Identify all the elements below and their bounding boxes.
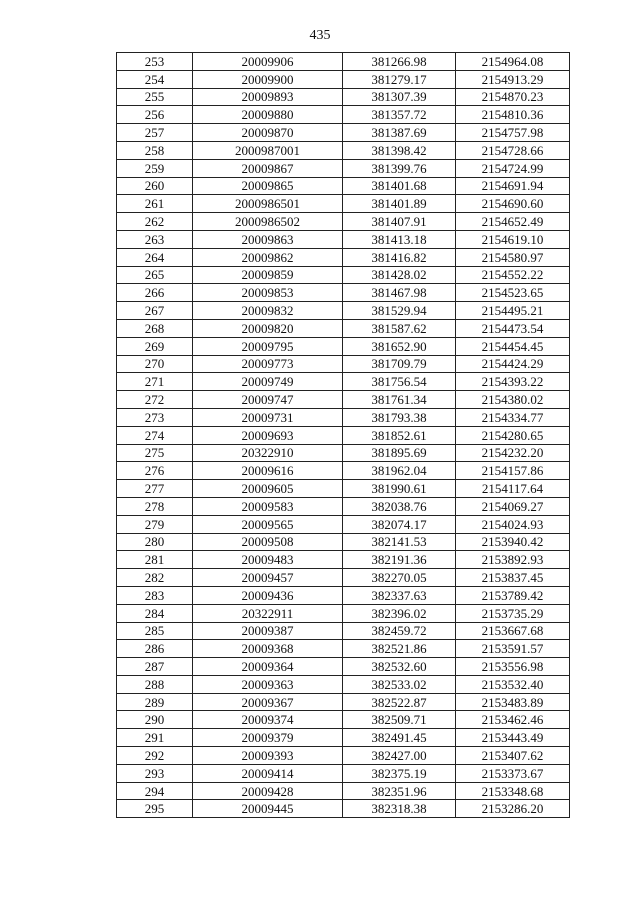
row-index-cell: 264: [117, 248, 193, 266]
x-coordinate-cell: 381962.04: [343, 462, 456, 480]
coordinates-table: [116, 52, 570, 818]
point-id-cell: 20009906: [193, 53, 343, 71]
table-row: [117, 480, 570, 498]
y-coordinate-cell: 2154157.86: [456, 462, 570, 480]
y-coordinate-cell: 2154913.29: [456, 70, 570, 88]
row-index-cell: 255: [117, 88, 193, 106]
point-id-cell: 20009870: [193, 124, 343, 142]
row-index-cell: 265: [117, 266, 193, 284]
x-coordinate-cell: 381407.91: [343, 213, 456, 231]
table-row: [117, 373, 570, 391]
table-row: [117, 622, 570, 640]
y-coordinate-cell: 2153373.67: [456, 764, 570, 782]
table-row: [117, 764, 570, 782]
table-row: [117, 195, 570, 213]
row-index-cell: 267: [117, 302, 193, 320]
table-row: [117, 533, 570, 551]
y-coordinate-cell: 2154393.22: [456, 373, 570, 391]
table-row: [117, 604, 570, 622]
table-row: [117, 159, 570, 177]
y-coordinate-cell: 2154580.97: [456, 248, 570, 266]
x-coordinate-cell: 382141.53: [343, 533, 456, 551]
row-index-cell: 258: [117, 141, 193, 159]
point-id-cell: 20009605: [193, 480, 343, 498]
row-index-cell: 270: [117, 355, 193, 373]
table-row: [117, 177, 570, 195]
y-coordinate-cell: 2154495.21: [456, 302, 570, 320]
x-coordinate-cell: 382427.00: [343, 747, 456, 765]
row-index-cell: 282: [117, 569, 193, 587]
y-coordinate-cell: 2154380.02: [456, 391, 570, 409]
table-row: [117, 729, 570, 747]
row-index-cell: 281: [117, 551, 193, 569]
point-id-cell: 20009749: [193, 373, 343, 391]
row-index-cell: 254: [117, 70, 193, 88]
row-index-cell: 257: [117, 124, 193, 142]
table-row: [117, 675, 570, 693]
point-id-cell: 20009445: [193, 800, 343, 818]
y-coordinate-cell: 2153483.89: [456, 693, 570, 711]
row-index-cell: 262: [117, 213, 193, 231]
x-coordinate-cell: 382318.38: [343, 800, 456, 818]
x-coordinate-cell: 381401.68: [343, 177, 456, 195]
x-coordinate-cell: 382459.72: [343, 622, 456, 640]
table-row: [117, 800, 570, 818]
point-id-cell: 20009565: [193, 515, 343, 533]
point-id-cell: 20009859: [193, 266, 343, 284]
x-coordinate-cell: 382351.96: [343, 782, 456, 800]
y-coordinate-cell: 2154473.54: [456, 319, 570, 337]
x-coordinate-cell: 381399.76: [343, 159, 456, 177]
row-index-cell: 279: [117, 515, 193, 533]
table-row: [117, 319, 570, 337]
y-coordinate-cell: 2153407.62: [456, 747, 570, 765]
table-row: [117, 462, 570, 480]
point-id-cell: 20009731: [193, 408, 343, 426]
table-row: [117, 747, 570, 765]
table-row: [117, 88, 570, 106]
row-index-cell: 287: [117, 658, 193, 676]
point-id-cell: 20009379: [193, 729, 343, 747]
row-index-cell: 253: [117, 53, 193, 71]
row-index-cell: 272: [117, 391, 193, 409]
point-id-cell: 20009862: [193, 248, 343, 266]
table-row: [117, 640, 570, 658]
x-coordinate-cell: 381709.79: [343, 355, 456, 373]
table-row: [117, 497, 570, 515]
x-coordinate-cell: 381398.42: [343, 141, 456, 159]
table-row: [117, 426, 570, 444]
y-coordinate-cell: 2153837.45: [456, 569, 570, 587]
x-coordinate-cell: 382533.02: [343, 675, 456, 693]
row-index-cell: 295: [117, 800, 193, 818]
point-id-cell: 20009616: [193, 462, 343, 480]
point-id-cell: 20009832: [193, 302, 343, 320]
point-id-cell: 20322911: [193, 604, 343, 622]
x-coordinate-cell: 381357.72: [343, 106, 456, 124]
point-id-cell: 20009773: [193, 355, 343, 373]
table-row: [117, 230, 570, 248]
point-id-cell: 2000986501: [193, 195, 343, 213]
x-coordinate-cell: 382509.71: [343, 711, 456, 729]
row-index-cell: 259: [117, 159, 193, 177]
table-row: [117, 408, 570, 426]
row-index-cell: 273: [117, 408, 193, 426]
point-id-cell: 20009747: [193, 391, 343, 409]
x-coordinate-cell: 382074.17: [343, 515, 456, 533]
row-index-cell: 289: [117, 693, 193, 711]
x-coordinate-cell: 381467.98: [343, 284, 456, 302]
row-index-cell: 275: [117, 444, 193, 462]
x-coordinate-cell: 381279.17: [343, 70, 456, 88]
x-coordinate-cell: 381416.82: [343, 248, 456, 266]
row-index-cell: 285: [117, 622, 193, 640]
row-index-cell: 293: [117, 764, 193, 782]
point-id-cell: 20009363: [193, 675, 343, 693]
x-coordinate-cell: 381756.54: [343, 373, 456, 391]
point-id-cell: 20009483: [193, 551, 343, 569]
x-coordinate-cell: 382522.87: [343, 693, 456, 711]
table-row: [117, 248, 570, 266]
x-coordinate-cell: 381413.18: [343, 230, 456, 248]
y-coordinate-cell: 2153789.42: [456, 586, 570, 604]
point-id-cell: 20009457: [193, 569, 343, 587]
table-row: [117, 284, 570, 302]
point-id-cell: 20009387: [193, 622, 343, 640]
point-id-cell: 20009795: [193, 337, 343, 355]
y-coordinate-cell: 2153286.20: [456, 800, 570, 818]
row-index-cell: 263: [117, 230, 193, 248]
point-id-cell: 20009900: [193, 70, 343, 88]
row-index-cell: 288: [117, 675, 193, 693]
point-id-cell: 20009893: [193, 88, 343, 106]
y-coordinate-cell: 2154280.65: [456, 426, 570, 444]
x-coordinate-cell: 382532.60: [343, 658, 456, 676]
x-coordinate-cell: 381387.69: [343, 124, 456, 142]
y-coordinate-cell: 2154117.64: [456, 480, 570, 498]
x-coordinate-cell: 382396.02: [343, 604, 456, 622]
point-id-cell: 20009367: [193, 693, 343, 711]
table-row: [117, 693, 570, 711]
x-coordinate-cell: 381266.98: [343, 53, 456, 71]
page-number: 435: [309, 28, 331, 43]
x-coordinate-cell: 382491.45: [343, 729, 456, 747]
row-index-cell: 283: [117, 586, 193, 604]
row-index-cell: 268: [117, 319, 193, 337]
row-index-cell: 277: [117, 480, 193, 498]
table-row: [117, 711, 570, 729]
table-row: [117, 658, 570, 676]
y-coordinate-cell: 2154334.77: [456, 408, 570, 426]
table-row: [117, 355, 570, 373]
table-row: [117, 551, 570, 569]
table-row: [117, 266, 570, 284]
point-id-cell: 20009364: [193, 658, 343, 676]
y-coordinate-cell: 2153556.98: [456, 658, 570, 676]
y-coordinate-cell: 2153940.42: [456, 533, 570, 551]
point-id-cell: 20009428: [193, 782, 343, 800]
x-coordinate-cell: 381990.61: [343, 480, 456, 498]
x-coordinate-cell: 381852.61: [343, 426, 456, 444]
y-coordinate-cell: 2153462.46: [456, 711, 570, 729]
row-index-cell: 294: [117, 782, 193, 800]
x-coordinate-cell: 381401.89: [343, 195, 456, 213]
table-row: [117, 444, 570, 462]
point-id-cell: 20009368: [193, 640, 343, 658]
table-row: [117, 106, 570, 124]
y-coordinate-cell: 2154232.20: [456, 444, 570, 462]
table-row: [117, 515, 570, 533]
row-index-cell: 276: [117, 462, 193, 480]
table-row: [117, 391, 570, 409]
x-coordinate-cell: 382521.86: [343, 640, 456, 658]
point-id-cell: 20009865: [193, 177, 343, 195]
table-row: [117, 70, 570, 88]
point-id-cell: 20009820: [193, 319, 343, 337]
point-id-cell: 2000987001: [193, 141, 343, 159]
y-coordinate-cell: 2154690.60: [456, 195, 570, 213]
point-id-cell: 20009867: [193, 159, 343, 177]
point-id-cell: 2000986502: [193, 213, 343, 231]
y-coordinate-cell: 2153532.40: [456, 675, 570, 693]
row-index-cell: 266: [117, 284, 193, 302]
row-index-cell: 274: [117, 426, 193, 444]
table-row: [117, 53, 570, 71]
x-coordinate-cell: 381529.94: [343, 302, 456, 320]
point-id-cell: 20009863: [193, 230, 343, 248]
table-row: [117, 782, 570, 800]
y-coordinate-cell: 2153735.29: [456, 604, 570, 622]
y-coordinate-cell: 2154757.98: [456, 124, 570, 142]
y-coordinate-cell: 2154810.36: [456, 106, 570, 124]
point-id-cell: 20009693: [193, 426, 343, 444]
y-coordinate-cell: 2154728.66: [456, 141, 570, 159]
point-id-cell: 20009393: [193, 747, 343, 765]
table-row: [117, 141, 570, 159]
y-coordinate-cell: 2153443.49: [456, 729, 570, 747]
y-coordinate-cell: 2154691.94: [456, 177, 570, 195]
table-body: [117, 53, 570, 818]
y-coordinate-cell: 2154619.10: [456, 230, 570, 248]
x-coordinate-cell: 381428.02: [343, 266, 456, 284]
row-index-cell: 278: [117, 497, 193, 515]
point-id-cell: 20009880: [193, 106, 343, 124]
y-coordinate-cell: 2154964.08: [456, 53, 570, 71]
y-coordinate-cell: 2153348.68: [456, 782, 570, 800]
row-index-cell: 260: [117, 177, 193, 195]
table-row: [117, 586, 570, 604]
y-coordinate-cell: 2154870.23: [456, 88, 570, 106]
point-id-cell: 20009374: [193, 711, 343, 729]
row-index-cell: 280: [117, 533, 193, 551]
point-id-cell: 20009414: [193, 764, 343, 782]
y-coordinate-cell: 2154652.49: [456, 213, 570, 231]
y-coordinate-cell: 2154424.29: [456, 355, 570, 373]
x-coordinate-cell: 381761.34: [343, 391, 456, 409]
x-coordinate-cell: 382270.05: [343, 569, 456, 587]
table-row: [117, 124, 570, 142]
y-coordinate-cell: 2154454.45: [456, 337, 570, 355]
x-coordinate-cell: 382337.63: [343, 586, 456, 604]
x-coordinate-cell: 382038.76: [343, 497, 456, 515]
point-id-cell: 20009508: [193, 533, 343, 551]
x-coordinate-cell: 381895.69: [343, 444, 456, 462]
row-index-cell: 284: [117, 604, 193, 622]
table-row: [117, 302, 570, 320]
x-coordinate-cell: 381793.38: [343, 408, 456, 426]
x-coordinate-cell: 382375.19: [343, 764, 456, 782]
table-row: [117, 213, 570, 231]
point-id-cell: 20009853: [193, 284, 343, 302]
x-coordinate-cell: 381652.90: [343, 337, 456, 355]
y-coordinate-cell: 2153892.93: [456, 551, 570, 569]
y-coordinate-cell: 2154552.22: [456, 266, 570, 284]
row-index-cell: 292: [117, 747, 193, 765]
y-coordinate-cell: 2154024.93: [456, 515, 570, 533]
x-coordinate-cell: 381587.62: [343, 319, 456, 337]
point-id-cell: 20009583: [193, 497, 343, 515]
y-coordinate-cell: 2153591.57: [456, 640, 570, 658]
y-coordinate-cell: 2153667.68: [456, 622, 570, 640]
y-coordinate-cell: 2154069.27: [456, 497, 570, 515]
point-id-cell: 20322910: [193, 444, 343, 462]
row-index-cell: 269: [117, 337, 193, 355]
row-index-cell: 286: [117, 640, 193, 658]
row-index-cell: 291: [117, 729, 193, 747]
row-index-cell: 256: [117, 106, 193, 124]
table-row: [117, 569, 570, 587]
x-coordinate-cell: 382191.36: [343, 551, 456, 569]
row-index-cell: 271: [117, 373, 193, 391]
row-index-cell: 261: [117, 195, 193, 213]
point-id-cell: 20009436: [193, 586, 343, 604]
y-coordinate-cell: 2154724.99: [456, 159, 570, 177]
row-index-cell: 290: [117, 711, 193, 729]
table-row: [117, 337, 570, 355]
y-coordinate-cell: 2154523.65: [456, 284, 570, 302]
x-coordinate-cell: 381307.39: [343, 88, 456, 106]
